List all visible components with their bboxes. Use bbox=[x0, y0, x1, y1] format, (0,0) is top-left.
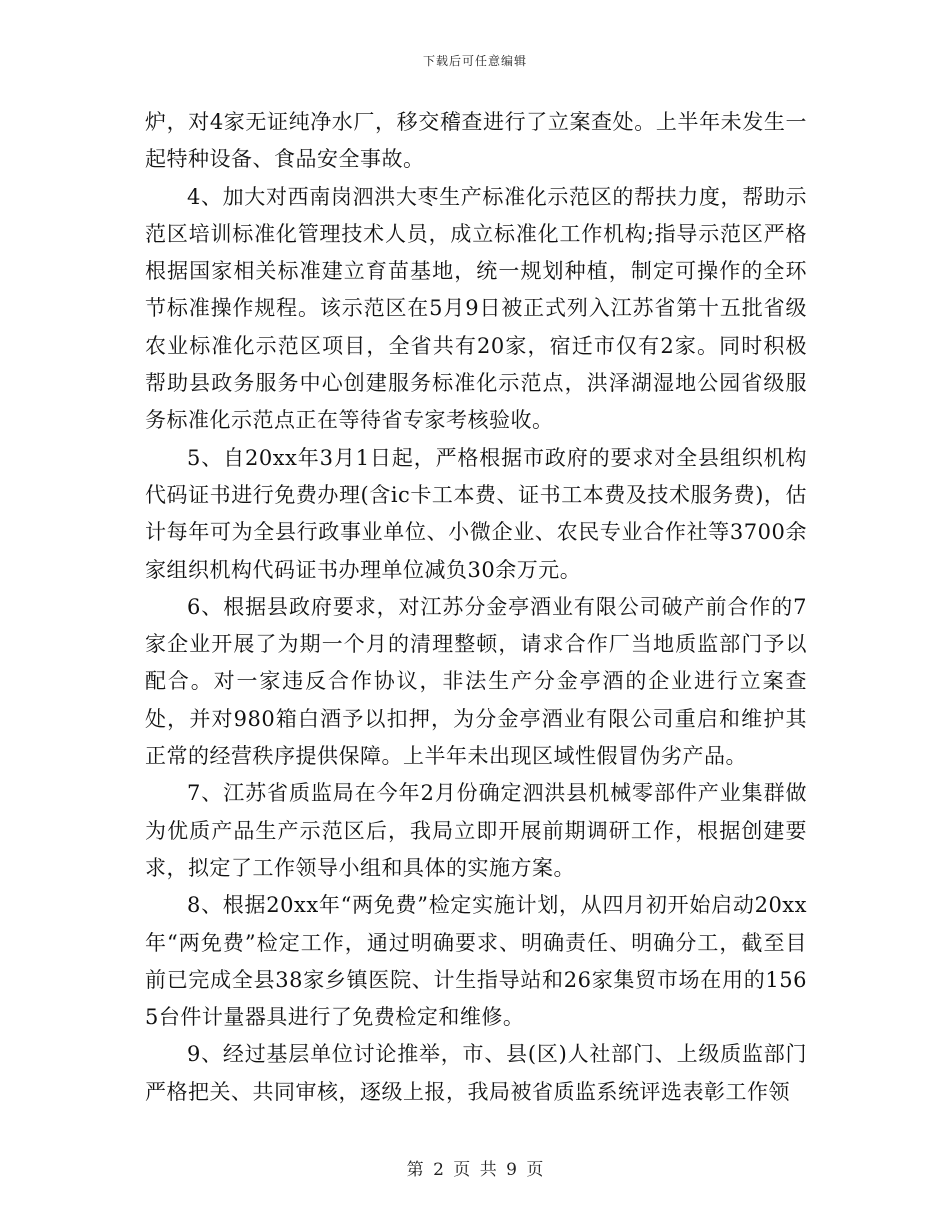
page-number-footer: 第 2 页 共 9 页 bbox=[406, 1160, 544, 1180]
page-header: 下载后可任意编辑 bbox=[422, 54, 527, 68]
paragraph-item-4: 4、加大对西南岗泗洪大枣生产标准化示范区的帮扶力度，帮助示范区培训标准化管理技术人员，成立标准化工作机构;指导示范区严格根据国家相关标准建立育苗基地，统一规划种植，制定可操作的全环节标准操作规程。该示范区在5月9日被正式列入江苏省第十五批省级农业标准化示范区项目，全省共有20家，宿迁市仅有2家。同时积极帮助县政务服务中心创建服务标准化示范点，洪泽湖湿地公园省级服务标准化示范点正在等待省专家考核验收。 bbox=[145, 184, 807, 433]
paragraph-continuation: 炉，对4家无证纯净水厂，移交稽查进行了立案查处。上半年未发生一起特种设备、食品安全事故。 bbox=[145, 110, 807, 172]
document-body bbox=[145, 104, 807, 1111]
paragraph-item-7: 7、江苏省质监局在今年2月份确定泗洪县机械零部件产业集群做为优质产品生产示范区后，我局立即开展前期调研工作，根据创建要求，拟定了工作领导小组和具体的实施方案。 bbox=[145, 781, 807, 880]
paragraph-item-5: 5、自20xx年3月1日起，严格根据市政府的要求对全县组织机构代码证书进行免费办理(含ic卡工本费、证书工本费及技术服务费)，估计每年可为全县行政事业单位、小微企业、农民专业合作社等3700余家组织机构代码证书办理单位减负30余万元。 bbox=[145, 445, 807, 582]
paragraph-item-8: 8、根据20xx年“两免费”检定实施计划，从四月初开始启动20xx年“两免费”检定工作，通过明确要求、明确责任、明确分工，截至目前已完成全县38家乡镇医院、计生指导站和26家集贸市场在用的1565台件计量器具进行了免费检定和维修。 bbox=[145, 893, 807, 1030]
paragraph-item-9: 9、经过基层单位讨论推举，市、县(区)人社部门、上级质监部门严格把关、共同审核，逐级上报，我局被省质监系统评选表彰工作领 bbox=[145, 1042, 807, 1104]
paragraph-item-6: 6、根据县政府要求，对江苏分金亭酒业有限公司破产前合作的7家企业开展了为期一个月的清理整顿，请求合作厂当地质监部门予以配合。对一家违反合作协议，非法生产分金亭酒的企业进行立案查处，并对980箱白酒予以扣押，为分金亭酒业有限公司重启和维护其正常的经营秩序提供保障。上半年未出现区域性假冒伪劣产品。 bbox=[145, 594, 807, 769]
